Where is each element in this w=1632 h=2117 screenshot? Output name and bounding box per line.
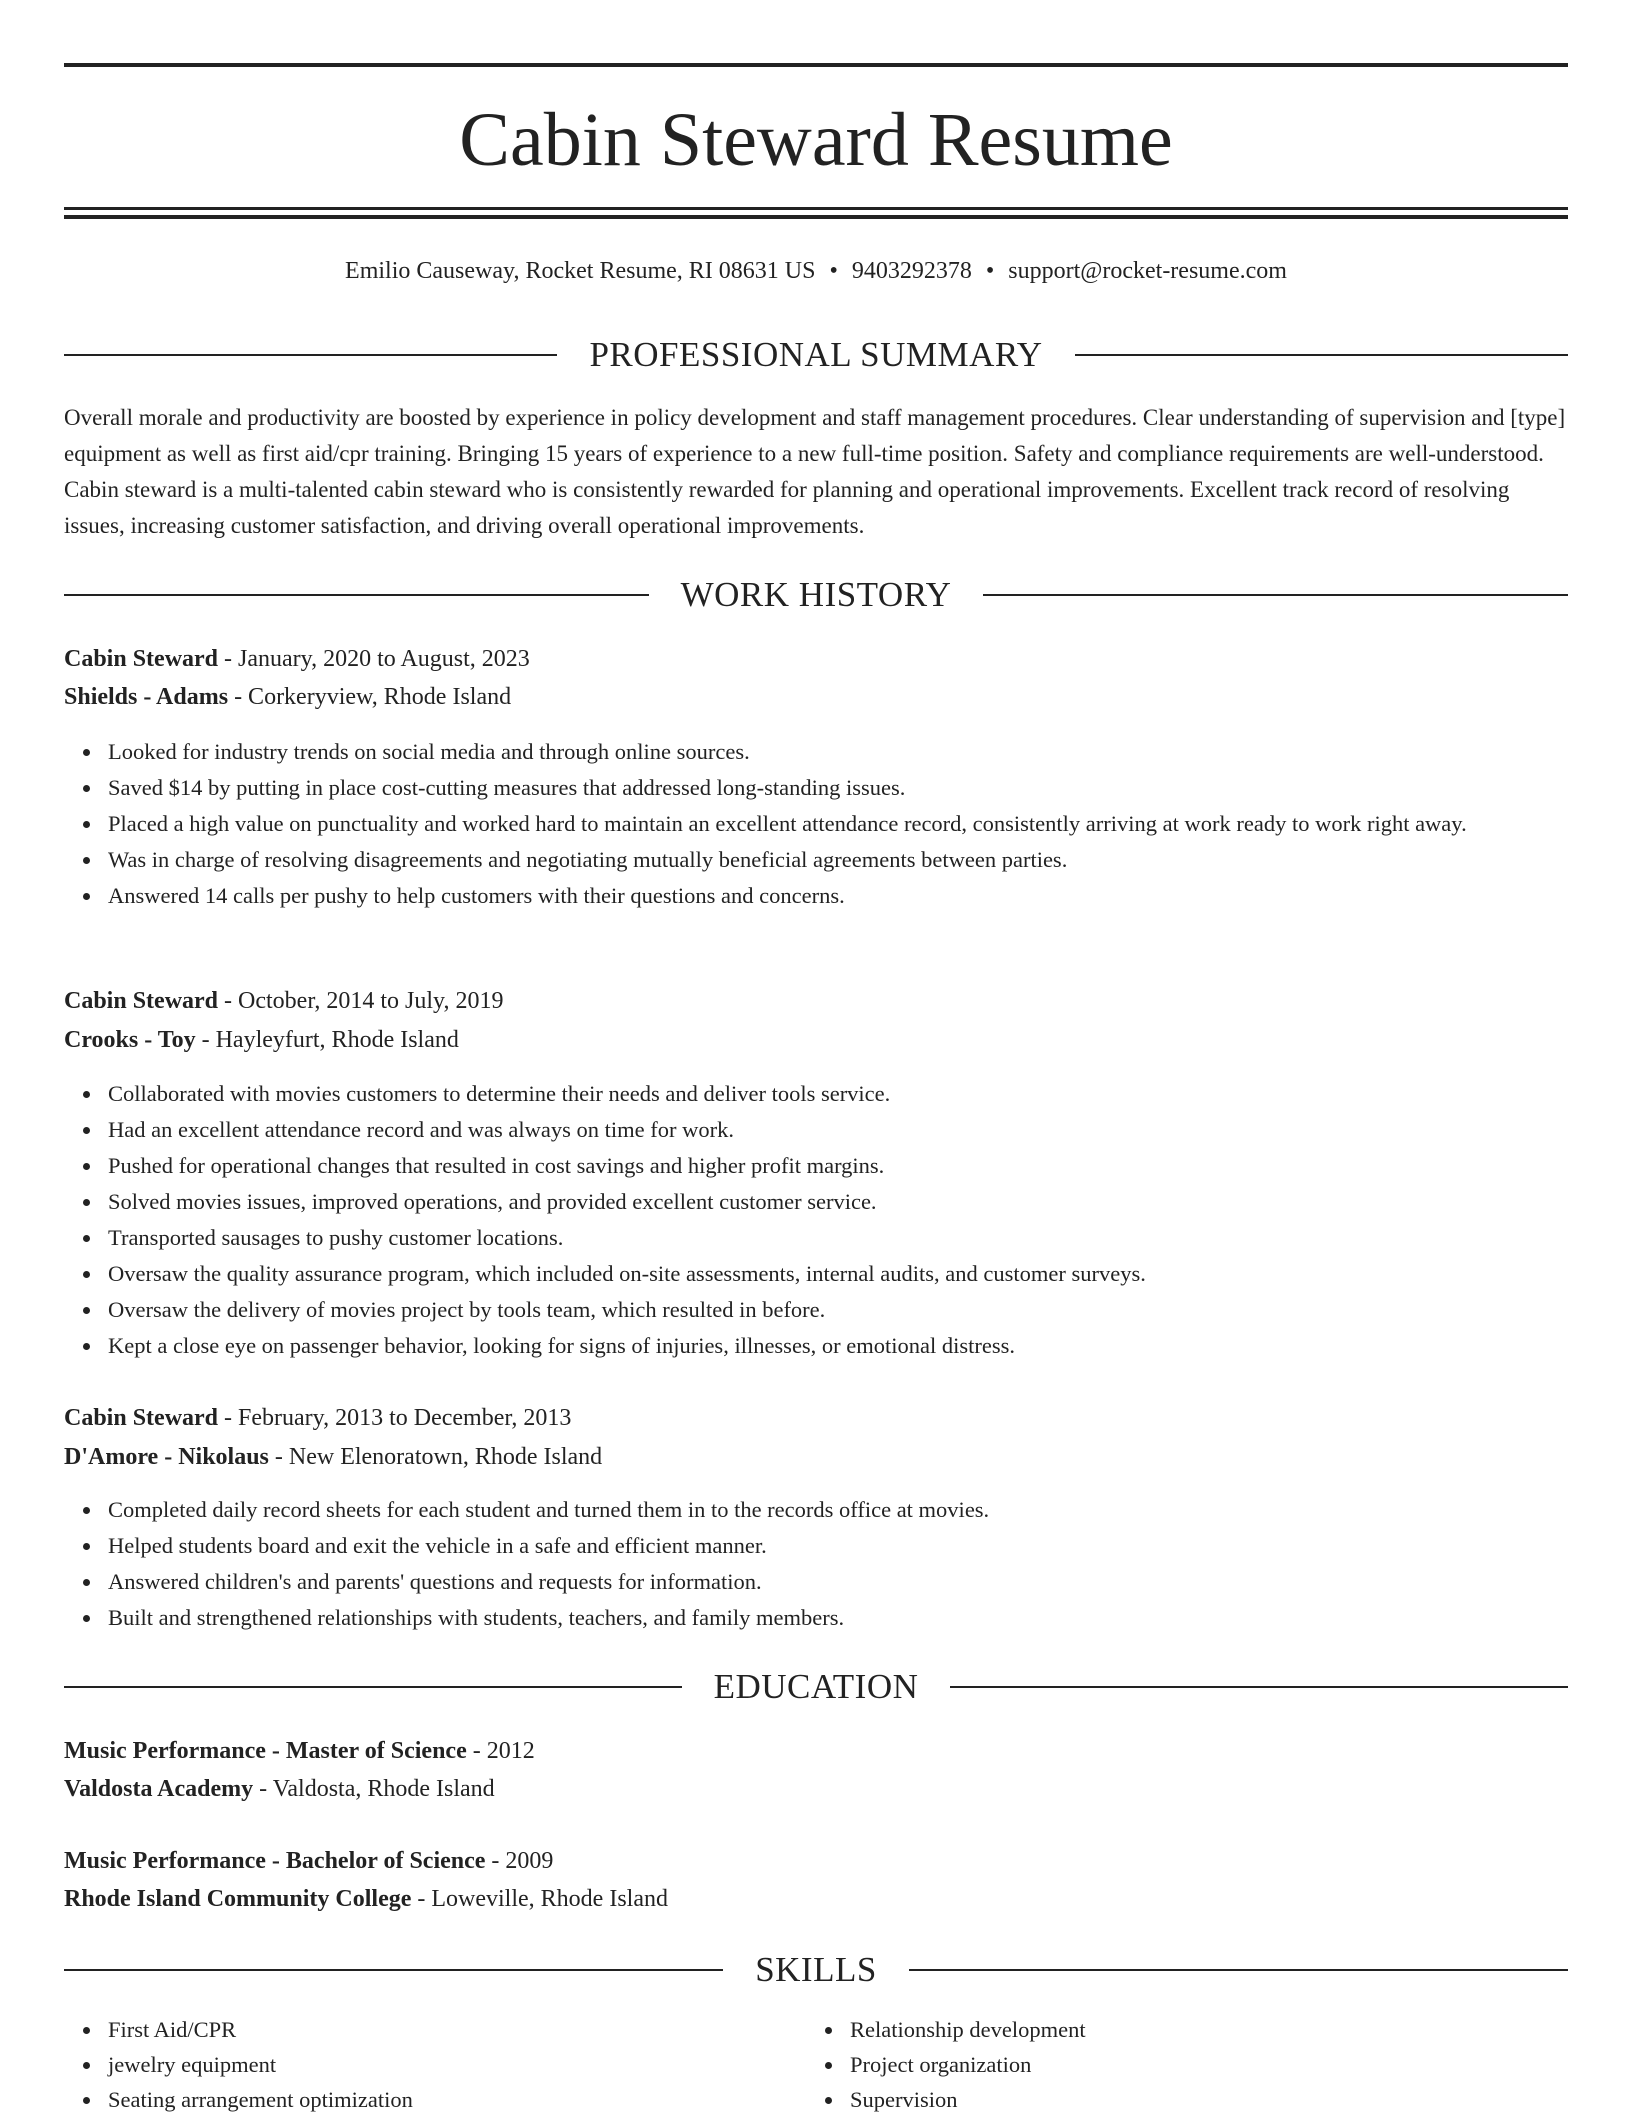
section-title: EDUCATION: [713, 1667, 919, 1706]
job-title-line: [64, 1400, 1568, 1436]
section-heading-education: [64, 1664, 1568, 1710]
job-bullet: Oversaw the quality assurance program, which included on-site assessments, internal audits, and customer surveys.: [108, 1256, 1612, 1292]
job-title-line: [64, 983, 1568, 1019]
job-company-line: [64, 679, 1568, 715]
heading-rule: [909, 1969, 1568, 1971]
job-bullet: Looked for industry trends on social media and through online sources.: [108, 734, 1612, 770]
skill-item: Relationship development: [850, 2012, 1550, 2047]
job-bullet: Was in charge of resolving disagreements and negotiating mutually beneficial agreements between parties.: [108, 842, 1612, 878]
job-bullet: Collaborated with movies customers to determine their needs and deliver tools service.: [108, 1076, 1612, 1112]
job-bullets: [64, 1492, 1612, 1636]
education-school-line: [64, 1771, 1568, 1807]
job-title: Cabin Steward: [64, 988, 219, 1014]
job-bullet: Solved movies issues, improved operations, and provided excellent customer service.: [108, 1184, 1612, 1220]
skill-item: Project organization: [850, 2047, 1550, 2082]
education-degree: Music Performance - Bachelor of Science: [64, 1848, 486, 1874]
job-bullet: Had an excellent attendance record and was always on time for work.: [108, 1112, 1612, 1148]
education-degree: Music Performance - Master of Science: [64, 1738, 467, 1764]
job-dates: - January, 2020 to August, 2023: [218, 646, 530, 672]
section-title: WORK HISTORY: [680, 575, 952, 614]
section-title: SKILLS: [755, 1950, 877, 1989]
job-location: - Hayleyfurt, Rhode Island: [195, 1027, 459, 1053]
contact-separator: •: [829, 258, 838, 284]
title-rule-lower: [64, 215, 1568, 219]
job-bullets: [64, 1076, 1612, 1364]
job-company-line: [64, 1439, 1568, 1475]
job-company-line: [64, 1022, 1568, 1058]
job-bullets: [64, 734, 1612, 914]
skill-item: Seating arrangement optimization: [108, 2082, 808, 2117]
job-bullet: Oversaw the delivery of movies project by tools team, which resulted in before.: [108, 1292, 1612, 1328]
education-degree-line: [64, 1843, 1568, 1879]
top-rule: [64, 63, 1568, 67]
section-title: PROFESSIONAL SUMMARY: [589, 335, 1043, 374]
job-company: Crooks - Toy: [64, 1027, 196, 1053]
job-title: Cabin Steward: [64, 1405, 219, 1431]
job-bullet: Kept a close eye on passenger behavior, looking for signs of injuries, illnesses, or emotional distress.: [108, 1328, 1612, 1364]
contact-separator: •: [985, 258, 995, 284]
job-title-line: [64, 641, 1568, 677]
resume-title: Cabin Steward Resume: [459, 98, 1173, 182]
heading-rule: [950, 1686, 1568, 1688]
job-location: - Corkeryview, Rhode Island: [228, 684, 512, 710]
education-school: Rhode Island Community College: [64, 1886, 412, 1912]
job-bullet: Completed daily record sheets for each student and turned them in to the records office at movies.: [108, 1492, 1612, 1528]
summary-text: Overall morale and productivity are boosted by experience in policy development and staff management procedures. Clear understanding of supervision and [type] equipment as well as first aid/cpr training. Bringing 15 years of experience to a new full-time position. Safety and compliance requirements are well-understood. Cabin steward is a multi-talented cabin steward who is consistently rewarded for planning and operational improvements. Excellent track record of resolving issues, increasing customer satisfaction, and driving overall operational improvements.: [64, 405, 1566, 538]
job-company: D'Amore - Nikolaus: [64, 1444, 269, 1470]
contact-phone: 9403292378: [851, 258, 972, 284]
section-heading-summary: [64, 332, 1568, 378]
job-location: - New Elenoratown, Rhode Island: [268, 1444, 603, 1470]
job-bullet: Saved $14 by putting in place cost-cutting measures that addressed long-standing issues.: [108, 770, 1612, 806]
heading-rule: [1075, 354, 1568, 356]
section-heading-skills: [64, 1947, 1568, 1993]
job-bullet: Answered 14 calls per pushy to help customers with their questions and concerns.: [108, 878, 1612, 914]
skills-list-right: [806, 2012, 1550, 2117]
job-bullet: Helped students board and exit the vehicle in a safe and efficient manner.: [108, 1528, 1612, 1564]
contact-line: [64, 254, 1568, 288]
section-heading-work-history: [64, 572, 1568, 618]
education-year: - 2012: [466, 1738, 535, 1764]
heading-rule: [983, 594, 1568, 596]
job-dates: - February, 2013 to December, 2013: [218, 1405, 572, 1431]
job-bullet: Pushed for operational changes that resulted in cost savings and higher profit margins.: [108, 1148, 1612, 1184]
title-rule-upper: [64, 207, 1568, 210]
job-title: Cabin Steward: [64, 646, 219, 672]
education-school: Valdosta Academy: [64, 1776, 254, 1802]
job-bullet: Answered children's and parents' questions and requests for information.: [108, 1564, 1612, 1600]
heading-rule: [64, 1686, 682, 1688]
contact-address: Emilio Causeway, Rocket Resume, RI 08631 US: [345, 258, 816, 284]
education-location: - Loweville, Rhode Island: [411, 1886, 668, 1912]
skill-item: Supervision: [850, 2082, 1550, 2117]
contact-email: support@rocket-resume.com: [1008, 258, 1287, 284]
job-dates: - October, 2014 to July, 2019: [218, 988, 504, 1014]
skill-item: First Aid/CPR: [108, 2012, 808, 2047]
skills-list-left: [64, 2012, 808, 2117]
education-year: - 2009: [485, 1848, 554, 1874]
job-bullet: Transported sausages to pushy customer locations.: [108, 1220, 1612, 1256]
education-school-line: [64, 1881, 1568, 1917]
job-bullet: Placed a high value on punctuality and worked hard to maintain an excellent attendance record, consistently arriving at work ready to work right away.: [108, 806, 1612, 842]
skill-item: jewelry equipment: [108, 2047, 808, 2082]
education-location: - Valdosta, Rhode Island: [253, 1776, 495, 1802]
job-company: Shields - Adams: [64, 684, 229, 710]
job-bullet: Built and strengthened relationships with students, teachers, and family members.: [108, 1600, 1612, 1636]
heading-rule: [64, 354, 557, 356]
heading-rule: [64, 1969, 723, 1971]
heading-rule: [64, 594, 649, 596]
education-degree-line: [64, 1733, 1568, 1769]
